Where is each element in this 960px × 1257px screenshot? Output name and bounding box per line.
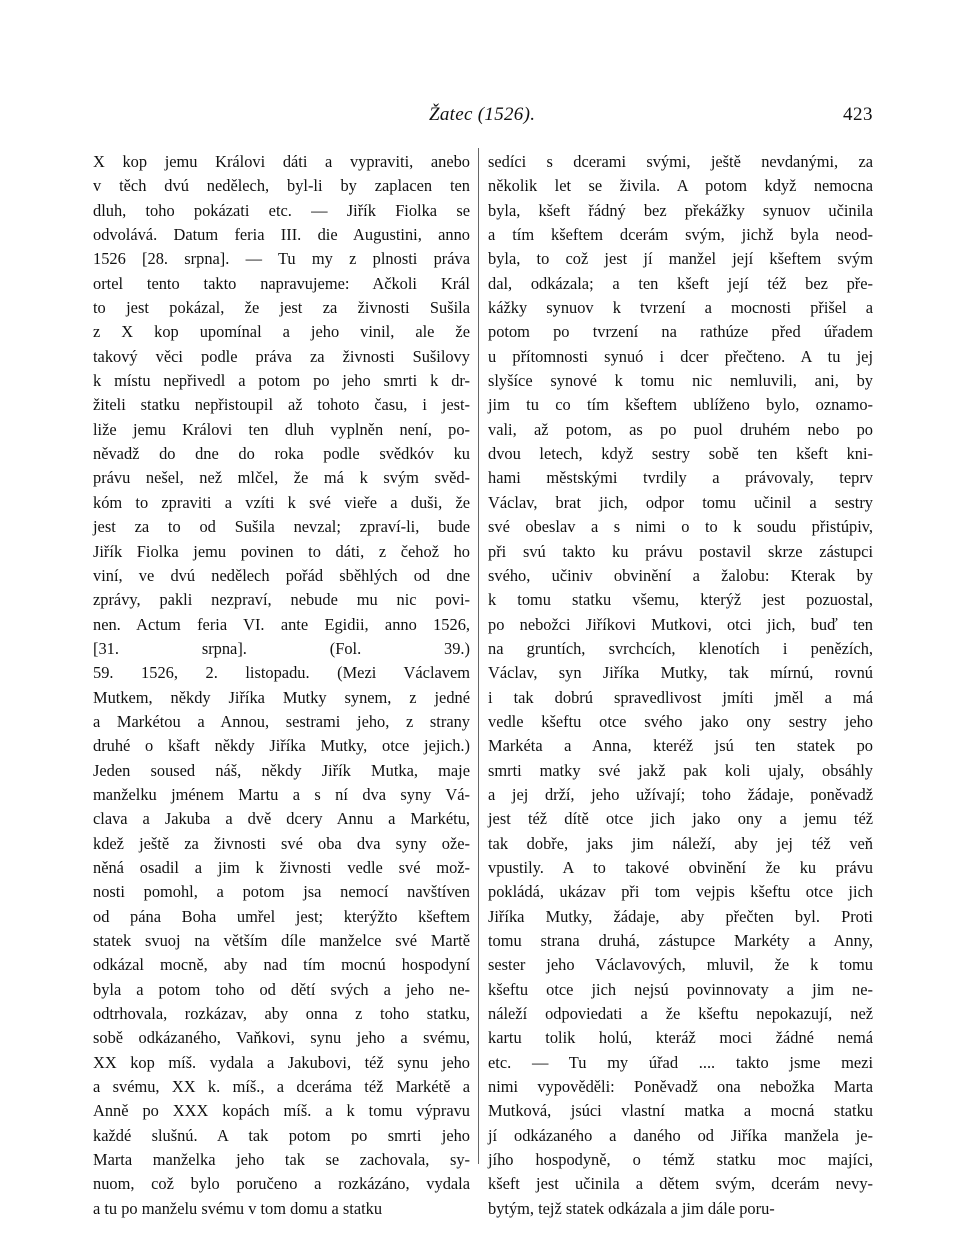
text-line: bytým, tejž statek odkázala a jim dále poru- (488, 1198, 775, 1218)
text-line: jího hospodyně, o témž statku moc majíci, (488, 1150, 873, 1170)
text-line: statek svuoj na větším díle manželce své Martě (93, 931, 470, 950)
text-line: manželku jménem Martu a s ní dva syny Vá- (93, 784, 470, 804)
text-line: žiteli statku nepřistoupil až tohoto času, i jest- (93, 395, 470, 415)
text-line: Jiřík Fiolka jemu povinen to dáti, z čehož ho (93, 541, 470, 561)
text-line: vali, až potom, as po puol druhém nebo po (488, 419, 873, 439)
text-line: a Markétou a Annou, sestrami jeho, z strany (93, 711, 470, 731)
text-line: kšeft jest učinila a dětem svým, dcerám nevy- (488, 1174, 873, 1194)
text-line: něvadž do dne do roka podle svědkóv ku (93, 444, 470, 464)
text-line: zprávy, pakli nezpraví, nebude mu nic povi- (93, 590, 470, 610)
text-line: to jest pokázal, že jest za živnosti Sušila (93, 298, 470, 318)
text-line: několik let se živila. A potom když nemocna (488, 176, 873, 196)
page-header (93, 104, 873, 130)
text-line: XX kop míš. vydala a Jakubovi, též synu jeho (93, 1052, 470, 1072)
text-line: sobě odkázaného, Vaňkovi, synu jeho a svému, (93, 1028, 470, 1048)
text-line: Václav, syn Jiříka Mutky, tak mírnú, rovnú (488, 663, 873, 683)
text-line: jim tu co tím kšeftem ublíženo bylo, oznamo- (488, 395, 873, 415)
text-line: vpustily. A to takové obvinění že ku právu (488, 857, 873, 877)
text-line: [31. srpna]. (Fol. 39.) (93, 638, 470, 658)
text-line: slyšíce synové k tomu nic nemluvili, ani, by (488, 371, 873, 391)
text-line: svého, učiniv obvinění a žalobu: Kterak by (488, 565, 873, 585)
text-line: vedle kšeftu otce svého jako ony sestry jeho (488, 711, 873, 731)
text-line: Václav, brat jich, odpor tomu učinil a sestry (488, 492, 873, 512)
text-line: potom po tvrzení na rathúze před úřadem (488, 322, 873, 342)
text-line: nimi vypověděli: Poněvadž ona nebožka Marta (488, 1077, 873, 1097)
text-line: nen. Actum feria VI. ante Egidii, anno 1526, (93, 614, 470, 634)
text-line: sedíci s dcerami svými, ještě nevdanými, za (488, 152, 873, 171)
text-line: i tak dobrú spravedlivost jmíti jměl a má (488, 687, 873, 707)
right-text-column (488, 150, 873, 1221)
text-line: Markéta a Anna, kteréž jsú ten statek po (488, 736, 873, 756)
text-line: druhé o kšaft někdy Jiříka Mutky, otce jejich.) (93, 736, 470, 756)
text-line: X kop jemu Královi dáti a vypraviti, anebo (93, 152, 470, 171)
text-line: v těch dvú nedělech, byl-li by zaplacen ten (93, 176, 470, 196)
text-line: při svú takto ku právu postavil skrze zástupci (488, 541, 873, 561)
text-line: každé slušnú. A tak potom po smrti jeho (93, 1125, 470, 1145)
text-line: byla a potom toho od dětí svých a jeho ne- (93, 979, 470, 999)
text-line: hami městskými tvrdily a právovaly, teprv (488, 468, 873, 488)
text-line: kartu tolik holú, kteráž moci žádné nemá (488, 1028, 873, 1048)
text-line: právu nešel, než mlčel, že má k svým svěd- (93, 468, 470, 488)
text-line: takový věci podle práva za živnosti Sušilovy (93, 346, 470, 366)
column-divider (478, 148, 479, 1164)
text-line: z X kop upomínal a jeho vinil, ale že (93, 322, 470, 342)
text-line: viní, ve dvú nedělech pořád sběhlých od dne (93, 565, 470, 585)
text-line: k tomu statku všemu, kterýž jest pozuostal, (488, 590, 873, 610)
text-line: sester jeho Václavových, mluvil, že k tomu (488, 955, 873, 975)
text-line: odvolává. Datum feria III. die Augustini, anno (93, 225, 470, 245)
text-line: své obeslav a s nimi o to k soudu přistúpiv, (488, 517, 873, 537)
text-line: liže jemu Královi ten dluh vyplněn není, po- (93, 419, 470, 439)
running-title: Žatec (1526). (429, 104, 536, 125)
text-line: Marta manželka jeho tak se zachovala, sy- (93, 1150, 470, 1170)
text-line: Jeden soused náš, někdy Jiřík Mutka, maje (93, 760, 470, 780)
text-line: etc. — Tu my úřad .... takto jsme mezi (488, 1052, 873, 1072)
text-line: dvou letech, když sestry sobě ten kšeft kni- (488, 444, 873, 464)
text-line: od pána Boha umřel jest; kterýžto kšeftem (93, 906, 470, 926)
text-line: k místu nepřivedl a potom po jeho smrti k dr- (93, 371, 470, 391)
text-line: dal, odkázala; a ten kšeft její též bez pře- (488, 273, 873, 293)
text-line: Mutková, jsúci vlastní matka a mocná statku (488, 1101, 873, 1121)
text-line: dluh, toho pokázati etc. — Jiřík Fiolka se (93, 200, 470, 220)
text-line: odkázal mocně, aby nad tím mocnú hospodyní (93, 955, 470, 975)
text-line: kdež ještě za živnosti své oba dva syny ože- (93, 833, 470, 853)
text-line: odtrhovala, rozkázav, aby onna z toho statku, (93, 1004, 470, 1024)
text-line: clava a Jakuba a dvě dcery Annu a Markétu, (93, 809, 470, 829)
page-number: 423 (843, 104, 873, 125)
text-line: Jiříka Mutky, žádaje, aby přečten byl. Proti (488, 906, 873, 926)
text-line: smrti matky své jakž pak koli ujaly, obsáhly (488, 760, 873, 780)
text-line: na gruntích, svrchcích, klenotích i penězích, (488, 638, 873, 658)
text-line: u přítomnosti synuó i dcer přečteno. A tu jej (488, 346, 873, 366)
text-line: kážky synuov k tvrzení a mocnosti přišel a (488, 298, 873, 318)
text-line: kšeftu otce jich nejsú povinnovaty a jim ne- (488, 979, 873, 999)
left-text-column (93, 150, 470, 1221)
text-line: a svému, XX k. míš., a dceráma též Markétě a (93, 1077, 470, 1097)
text-line: byla, kšeft řádný bez překážky synuov učinila (488, 200, 873, 220)
text-line: po nebožci Jiříkovi Mutkovi, otci jich, buď ten (488, 614, 873, 634)
text-line: tomu strana druhá, zástupce Markéty a Anny, (488, 931, 873, 950)
text-line: jest za to od Sušila nevzal; zpraví-li, bude (93, 517, 470, 537)
text-line: byla, to což jest jí manžel její kšeftem svým (488, 249, 873, 269)
text-line: pokládá, ukázav při tom vejpis kšeftu otce jich (488, 882, 873, 902)
text-line: a jej drží, jeho užívají; toho žádaje, poněvadž (488, 784, 873, 804)
text-line: 1526 [28. srpna]. — Tu my z plnosti práva (93, 249, 470, 269)
text-line: 59. 1526, 2. listopadu. (Mezi Václavem (93, 663, 470, 683)
text-line: Anně po XXX kopách míš. a k tomu výpravu (93, 1101, 470, 1121)
text-line: nuom, což bylo poručeno a rozkázáno, vydala (93, 1174, 470, 1194)
text-line: náleží odpoviedati a že kšeftu nepokazují, než (488, 1004, 873, 1024)
text-line: nosti pomohl, a potom jsa nemocí navštíven (93, 882, 470, 902)
text-line: něná osadil a jim k živnosti vedle své mož- (93, 857, 470, 877)
text-line: kóm to zpraviti a vzíti k své vieře a duši, že (93, 492, 470, 512)
text-line: ortel tento takto napravujeme: Ačkoli Král (93, 273, 470, 293)
text-line: a tu po manželu svému v tom domu a statku (93, 1198, 383, 1218)
text-line: Mutkem, někdy Jiříka Mutky synem, z jedné (93, 687, 470, 707)
text-line: jí odkázaného a daného od Jiříka manžela je- (488, 1125, 873, 1145)
text-line: jest též dítě otce jich jako ony a jemu též (488, 809, 873, 829)
text-line: tak dobře, jaks jim náleží, aby jej též veň (488, 833, 873, 853)
text-line: a tím kšeftem dcerám svým, jichž byla neod- (488, 225, 873, 245)
